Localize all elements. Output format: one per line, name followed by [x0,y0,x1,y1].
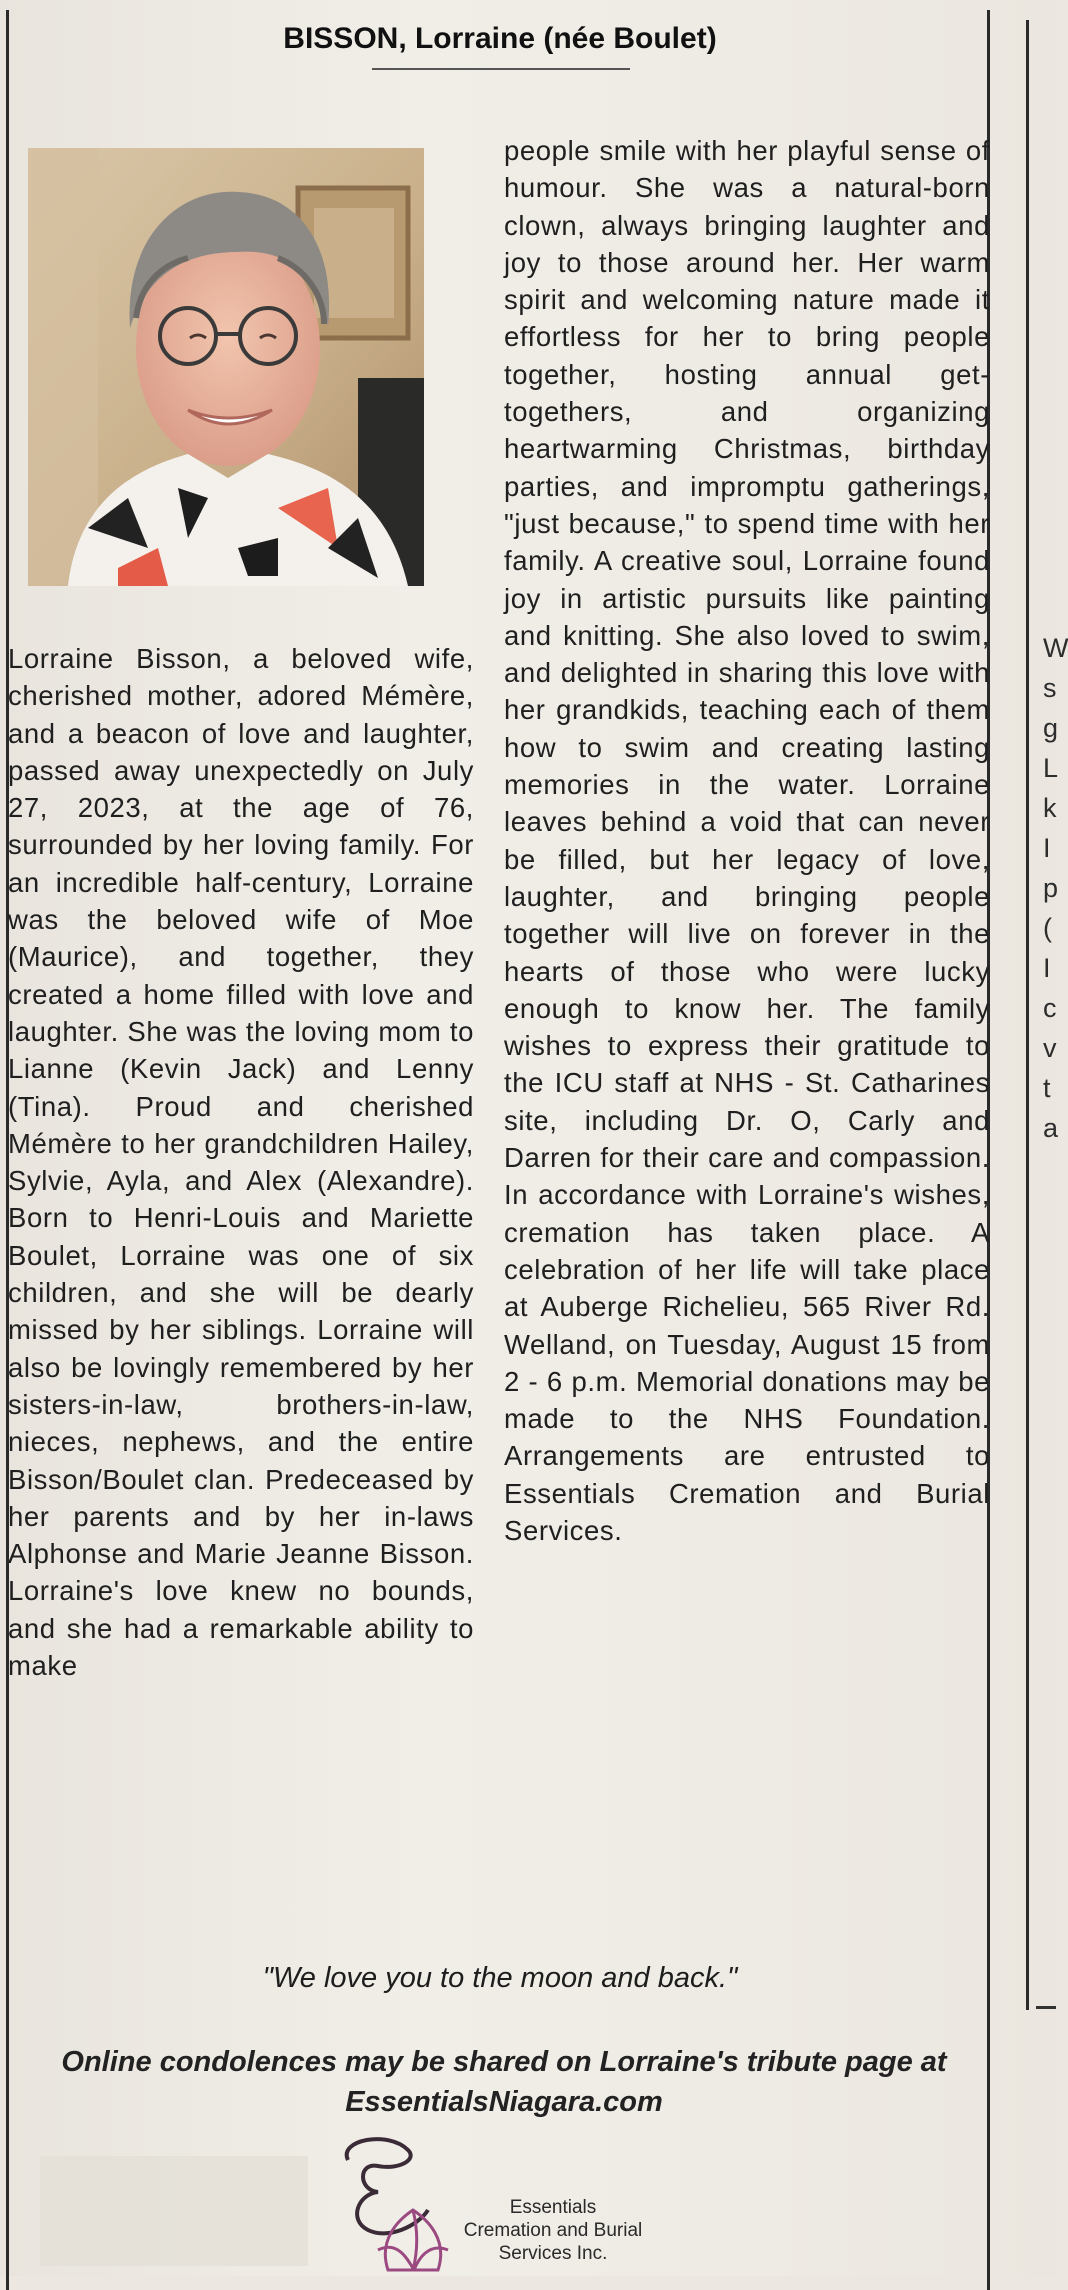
condolences-line: Online condolences may be shared on Lorraine's tribute page at [61,2046,947,2078]
obituary-title: BISSON, Lorraine (née Boulet) [283,22,717,55]
obituary-text-right-column: people smile with her playful sense of humour. She was a natural-born clown, always bringing laughter and joy to those around her. Her warm spirit and welcoming nature made it effortless for her to bring people together, hosting annual get-togethers, and organizing heartwarming Christmas, birthday parties, and impromptu gatherings, "just because," to spend time with her family. A creative soul, Lorraine found joy in artistic pursuits like painting and knitting. She also loved to swim, and delighted in sharing this love with her grandkids, teaching each of them how to swim and creating lasting memories in the water. Lorraine leaves behind a void that can never be filled, but her legacy of love, laughter, and bringing people together will live on forever in the hearts of those who were lucky enough to know her. The family wishes to express their gratitude to the ICU staff at NHS - St. Catharines site, including Dr. O, Carly and Darren for their care and compassion. In accordance with Lorraine's wishes, cremation has taken place. A celebration of her life will take place at Auberge Richelieu, 565 River Rd. Welland, on Tuesday, August 15 from 2 - 6 p.m. Memorial donations may be made to the NHS Foundation. Arrangements are entrusted to Essentials Cremation and Burial Services. [504,135,990,1546]
condolences-website: EssentialsNiagara.com [345,2086,663,2118]
print-smudge [40,2156,308,2266]
portrait-photo [28,148,424,586]
adjacent-column [1026,20,1068,2010]
logo-wordmark [458,2196,648,2265]
adjacent-column-rule [1036,2006,1056,2009]
logo-line-3: Services Inc. [498,2243,608,2264]
adjacent-column-text: W s g L k I p ( I c v t a [1043,633,1068,1143]
logo-line-2: Cremation and Burial [463,2220,643,2241]
logo-line-1: Essentials [509,2197,597,2218]
title-underline [372,68,630,70]
lotus-script-logo-icon [318,2130,468,2276]
condolences-note [16,2042,992,2122]
obituary-text-left-column: Lorraine Bisson, a beloved wife, cherished mother, adored Mémère, and a beacon of love and laughter, passed away unexpectedly on July 27, 2023, at the age of 76, surrounded by her loving family. For an incredible half-century, Lorraine was the beloved wife of Moe (Maurice), and together, they created a home filled with love and laughter. She was the loving mom to Lianne (Kevin Jack) and Lenny (Tina). Proud and cherished Mémère to her grandchildren Hailey, Sylvie, Ayla, and Alex (Alexandre). Born to Henri-Louis and Mariette Boulet, Lorraine was one of six children, and she will be dearly missed by her siblings. Lorraine will also be lovingly remembered by her sisters-in-law, brothers-in-law, nieces, nephews, and the entire Bisson/Boulet clan. Predeceased by her parents and by her in-laws Alphonse and Marie Jeanne Bisson. Lorraine's love knew no bounds, and she had a remarkable ability to make [8,643,474,1682]
family-quote: "We love you to the moon and back." [262,1962,738,1994]
